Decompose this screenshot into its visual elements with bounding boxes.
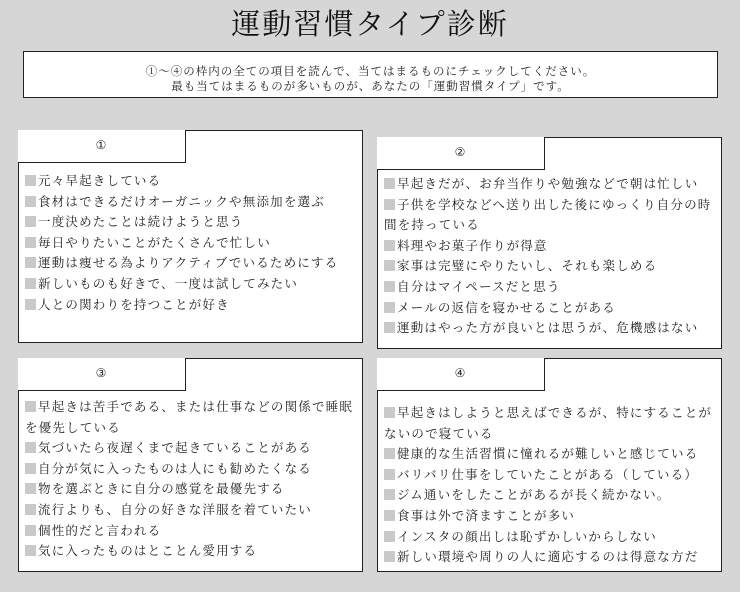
checklist-box-1 (18, 130, 363, 343)
checklist-item[interactable]: 気づいたら夜遅くまで起きていることがある (25, 438, 358, 459)
checklist-item[interactable]: 家事は完璧にやりたいし、それも楽しめる (384, 256, 717, 277)
checklist-box-4 (377, 358, 722, 572)
checklist-item[interactable]: 個性的だと言われる (25, 521, 358, 542)
checkbox[interactable] (384, 199, 395, 210)
checkbox[interactable] (384, 531, 395, 542)
checklist-box-3 (18, 358, 363, 572)
checklist-item[interactable]: 自分はマイペースだと思う (384, 277, 717, 298)
checkbox[interactable] (25, 216, 36, 227)
box-label-2: ② (377, 137, 545, 170)
checklist-item[interactable]: 子供を学校などへ送り出した後にゆっくり自分の時間を持っている (384, 196, 712, 233)
checkbox[interactable] (25, 463, 36, 474)
checkbox[interactable] (25, 442, 36, 453)
checklist-item[interactable]: 食材はできるだけオーガニックや無添加を選ぶ (25, 192, 358, 213)
checkbox[interactable] (25, 401, 36, 412)
checklist-item[interactable]: 新しいものも好きで、一度は試してみたい (25, 274, 358, 295)
checkbox[interactable] (25, 257, 36, 268)
checkbox[interactable] (384, 448, 395, 459)
checklist-item[interactable]: 早起きはしようと思えばできるが、特にすることがないので寝ている (384, 405, 713, 441)
checkbox[interactable] (25, 525, 36, 536)
checklist-item[interactable]: メールの返信を寝かせることがある (384, 298, 717, 319)
checkbox[interactable] (384, 260, 395, 271)
checkbox[interactable] (384, 489, 395, 500)
checklist-item[interactable]: 運動は痩せる為よりアクティブでいるためにする (25, 253, 358, 274)
box-label-3: ③ (18, 358, 186, 391)
checklist-item[interactable]: 元々早起きしている (25, 171, 358, 192)
checklist-item[interactable]: 早起きは苦手である、または仕事などの関係で睡眠を優先している (25, 399, 354, 435)
checkbox[interactable] (384, 469, 395, 480)
checklist-item[interactable]: 流行よりも、自分の好きな洋服を着ていたい (25, 500, 358, 521)
checklist-item[interactable]: 人との関わりを持つことが好き (25, 295, 358, 316)
checkbox[interactable] (25, 237, 36, 248)
checkbox[interactable] (384, 302, 395, 313)
checklist-box-2 (377, 137, 722, 349)
checklist-item[interactable]: インスタの顔出しは恥ずかしいからしない (384, 527, 717, 548)
checkbox[interactable] (384, 322, 395, 333)
checklist-item[interactable]: 運動はやった方が良いとは思うが、危機感はない (384, 318, 717, 339)
checkbox[interactable] (25, 504, 36, 515)
checklist-item[interactable]: 自分が気に入ったものは人にも勧めたくなる (25, 459, 358, 480)
instructions-line-1: ①～④の枠内の全ての項目を読んで、当てはまるものにチェックしてください。 (145, 64, 596, 78)
checklist-item[interactable]: 食事は外で済ますことが多い (384, 506, 717, 527)
checkbox[interactable] (25, 196, 36, 207)
checklist-item[interactable]: 一度決めたことは続けようと思う (25, 212, 358, 233)
checkbox[interactable] (384, 510, 395, 521)
checklist-item[interactable]: 早起きだが、お弁当作りや勉強などで朝は忙しい (384, 174, 717, 195)
checklist-item[interactable]: ジム通いをしたことがあるが長く続かない。 (384, 485, 717, 506)
checklist-item[interactable]: 気に入ったものはとことん愛用する (25, 541, 358, 562)
checkbox[interactable] (25, 483, 36, 494)
instructions-line-2: 最も当てはまるものが多いものが、あなたの「運動習慣タイプ」です。 (171, 79, 570, 93)
page-title: 運動習慣タイプ診断 (231, 7, 509, 41)
checkbox[interactable] (25, 175, 36, 186)
checkbox[interactable] (25, 545, 36, 556)
instructions-box (23, 51, 718, 98)
checklist-item[interactable]: バリバリ仕事をしていたことがある（している） (384, 465, 717, 486)
checkbox[interactable] (384, 178, 395, 189)
checklist-item[interactable]: 料理やお菓子作りが得意 (384, 236, 717, 257)
checklist-item[interactable]: 健康的な生活習慣に憧れるが難しいと感じている (384, 444, 717, 465)
checkbox[interactable] (384, 240, 395, 251)
checkbox[interactable] (384, 551, 395, 562)
checkbox[interactable] (384, 407, 395, 418)
box-label-1: ① (18, 130, 186, 163)
checkbox[interactable] (25, 278, 36, 289)
box-label-4: ④ (377, 358, 545, 391)
checkbox[interactable] (25, 299, 36, 310)
checklist-item[interactable]: 毎日やりたいことがたくさんで忙しい (25, 233, 358, 254)
checklist-item[interactable]: 新しい環境や周りの人に適応するのは得意な方だ (384, 547, 717, 568)
checklist-item[interactable]: 物を選ぶときに自分の感覚を最優先する (25, 479, 358, 500)
checkbox[interactable] (384, 281, 395, 292)
